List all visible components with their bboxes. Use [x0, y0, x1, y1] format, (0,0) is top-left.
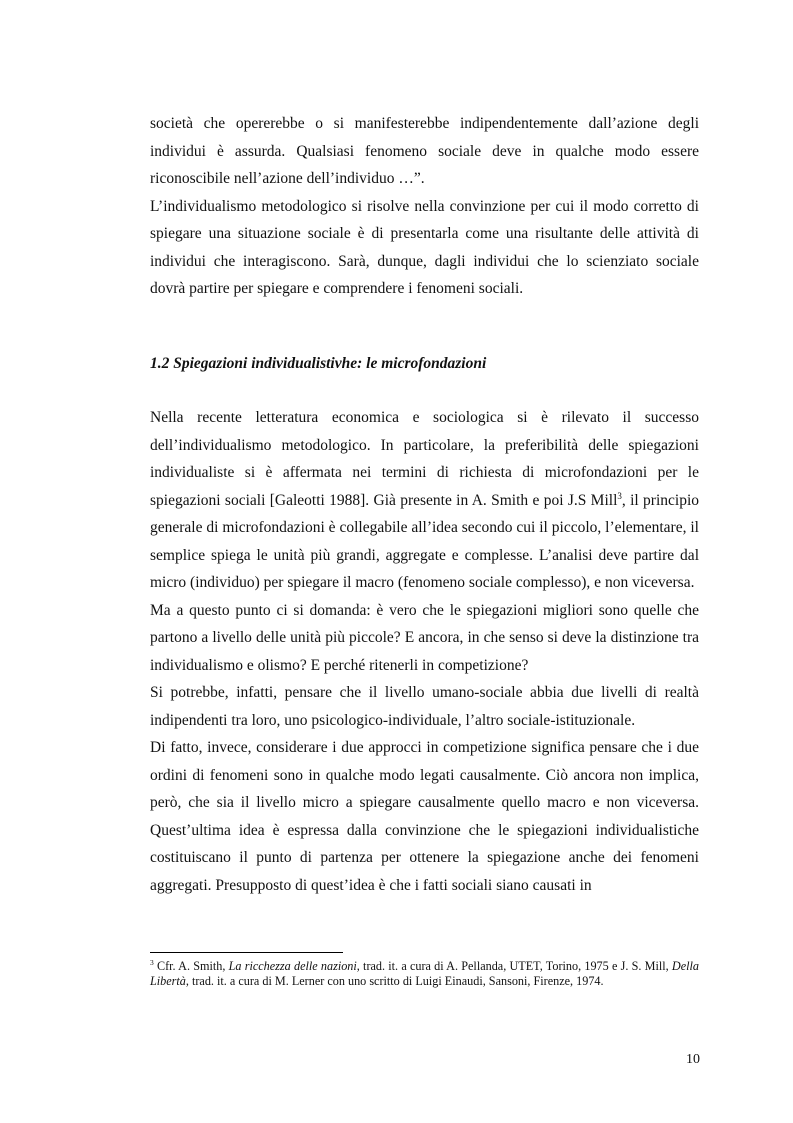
section-heading: 1.2 Spiegazioni individualistivhe: le microfondazioni [150, 354, 487, 372]
page-number: 10 [686, 1052, 700, 1067]
footnote-number: 3 [150, 957, 154, 967]
paragraph-microfoundations [150, 404, 699, 597]
spacer [150, 377, 699, 404]
footnote-text: , trad. it. a cura di A. Pellanda, UTET, Torino, 1975 e J. S. Mill, [356, 959, 672, 973]
paragraph-causal: Di fatto, invece, considerare i due approcci in competizione significa pensare che i due ordini di fenomeni sono in qualche modo legati causalmente. Ciò ancora non implica, però, che sia il livello micro a spiegare causalmente quello macro e non viceversa. Quest’ultima idea è espressa dalla convinzione che le spiegazioni individualistiche costituiscano il punto di partenza per ottenere la spiegazione anche dei fenomeni aggregati. Presupposto di quest’idea è che i fatti sociali siano causati in [150, 739, 699, 894]
footnote-book-title: La ricchezza delle nazioni [228, 959, 357, 973]
footnote [150, 959, 699, 988]
footnote-text: Cfr. A. Smith, [153, 959, 229, 973]
spacer [150, 303, 699, 350]
paragraph-text: Nella recente letteratura economica e sociologica si è rilevato il successo dell’individualismo metodologico. In particolare, la preferibilità delle spiegazioni individualiste si è affermata nei termini di richiesta di microfondazioni per le spiegazioni sociali [Galeotti 1988]. Già presente in A. Smith e poi J.S Mill [150, 409, 699, 509]
paragraph-continuation: società che opererebbe o si manifesterebbe indipendentemente dall’azione degli individui è assurda. Qualsiasi fenomeno sociale deve in qualche modo essere riconoscibile nell’azione dell’individuo …”. [150, 115, 699, 187]
footnote-reference[interactable]: 3 [617, 490, 622, 501]
footnote-separator [150, 952, 343, 953]
footnote-text: , trad. it. a cura di M. Lerner con uno scritto di Luigi Einaudi, Sansoni, Firenze, 1974. [185, 973, 604, 988]
paragraph-levels: Si potrebbe, infatti, pensare che il livello umano-sociale abbia due livelli di realtà indipendenti tra loro, uno psicologico-individuale, l’altro sociale-istituzionale. [150, 684, 699, 729]
page-body [150, 110, 699, 899]
paragraph-text: , il principio generale di microfondazioni è collegabile all’idea secondo cui il piccolo, l’elementare, il semplice spiega le unità più grandi, aggregate e complesse. L’analisi deve partire dal micro (individuo) per spiegare il macro (fenomeno sociale complesso), e non viceversa. [150, 491, 699, 591]
paragraph-individualism: L’individualismo metodologico si risolve nella convinzione per cui il modo corretto di spiegare una situazione sociale è di presentarla come una risultante delle attività di individui che interagiscono. Sarà, dunque, dagli individui che lo scienziato sociale dovrà partire per spiegare e comprendere i fenomeni sociali. [150, 197, 699, 297]
footnote-book-title: Della Libertà [150, 959, 699, 988]
paragraph-questions: Ma a questo punto ci si domanda: è vero che le spiegazioni migliori sono quelle che partono a livello delle unità più piccole? E ancora, in che senso si deve la distinzione tra individualismo e olismo? E perché ritenerli in competizione? [150, 601, 699, 674]
